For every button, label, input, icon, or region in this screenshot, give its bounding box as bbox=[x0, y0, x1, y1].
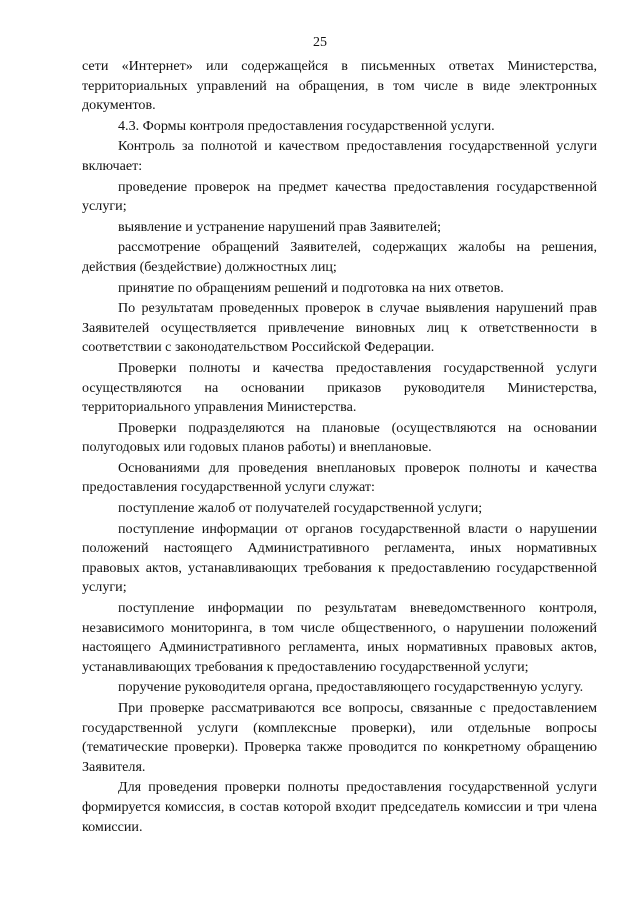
page-number: 25 bbox=[313, 35, 327, 50]
list-item-recipient-complaints: поступление жалоб от получателей государственной услуги; bbox=[118, 500, 483, 517]
paragraph-continuation: сети «Интернет» или содержащейся в письменных ответах Министерства, территориальных управлений на обращения, в том числе в виде электронных документов. bbox=[82, 58, 597, 114]
section-heading-4-3: 4.3. Формы контроля предоставления государственной услуги. bbox=[118, 117, 495, 134]
paragraph-inspection-types: Проверки подразделяются на плановые (осуществляются на основании полугодовых или годовых планов работы) и внеплановые. bbox=[82, 419, 597, 456]
paragraph-responsibility: По результатам проведенных проверок в случае выявления нарушений прав Заявителей осуществляется привлечение виновных лиц к ответственности в соответствии с законодательством Российской Федерации. bbox=[82, 300, 597, 356]
document-body bbox=[82, 57, 597, 838]
list-item-inspections: проведение проверок на предмет качества предоставления государственной услуги; bbox=[82, 178, 597, 215]
paragraph-inspection-scope: При проверке рассматриваются все вопросы, связанные с предоставлением государственной услуги (комплексные проверки), или отдельные вопросы (тематические проверки). Проверка также проводится по конкретному обращению Заявителя. bbox=[82, 700, 597, 775]
list-item-head-instruction: поручение руководителя органа, предоставляющего государственную услугу. bbox=[118, 679, 584, 696]
paragraph-inspection-orders: Проверки полноты и качества предоставления государственной услуги осуществляются на основании приказов руководителя Министерства, территориального управления Министерства. bbox=[82, 359, 597, 416]
list-item-complaints: рассмотрение обращений Заявителей, содержащих жалобы на решения, действия (бездействие) должностных лиц; bbox=[82, 239, 597, 275]
paragraph-unscheduled-grounds: Основаниями для проведения внеплановых проверок полноты и качества предоставления государственной услуги служат: bbox=[82, 459, 597, 496]
list-item-external-control: поступление информации по результатам вневедомственного контроля, независимого мониторинга, в том числе общественного, о нарушении положений настоящего Административного регламента, иных нормативных правовых актов, устанавливающих требования к предоставлению государственной услуги; bbox=[82, 600, 597, 675]
paragraph-control-includes: Контроль за полнотой и качеством предоставления государственной услуги включает: bbox=[82, 138, 597, 174]
paragraph-commission: Для проведения проверки полноты предоставления государственной услуги формируется комиссия, в состав которой входит председатель комиссии и три члена комиссии. bbox=[82, 779, 597, 835]
list-item-decisions: принятие по обращениям решений и подготовка на них ответов. bbox=[118, 279, 504, 296]
list-item-authority-information: поступление информации от органов государственной власти о нарушении положений настоящего Административного регламента, иных нормативных правовых актов, устанавливающих требования к предоставлению государственной услуги; bbox=[82, 520, 597, 596]
list-item-violations: выявление и устранение нарушений прав Заявителей; bbox=[118, 218, 442, 235]
